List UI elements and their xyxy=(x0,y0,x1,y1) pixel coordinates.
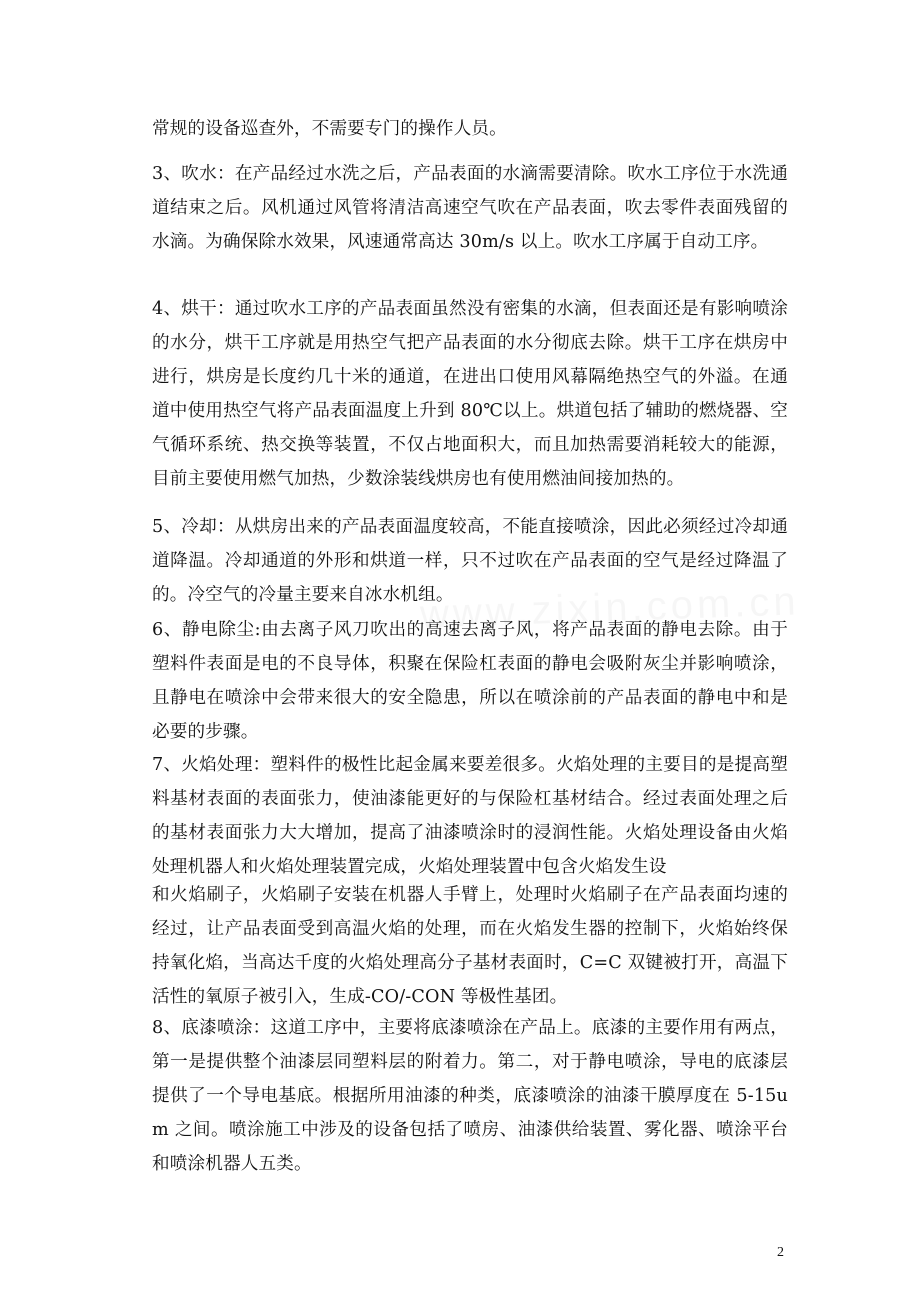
paragraph-step-7-flame-treatment: 7、火焰处理：塑料件的极性比起金属来要差很多。火焰处理的主要目的是提高塑料基材表面的表面张力，使油漆能更好的与保险杠基材结合。经过表面处理之后的基材表面张力大大增加，提高了油漆喷涂时的浸润性能。火焰处理设备由火焰处理机器人和火焰处理装置完成，火焰处理装置中包含火焰发生设 xyxy=(152,755,788,877)
paragraph-step-8-primer-spraying: 8、底漆喷涂：这道工序中，主要将底漆喷涂在产品上。底漆的主要作用有两点，第一是提供整个油漆层同塑料层的附着力。第二，对于静电喷涂，导电的底漆层提供了一个导电基底。根据所用油漆的种类，底漆喷涂的油漆干膜厚度在 5-15um 之间。喷涂施工中涉及的设备包括了喷房、油漆供给装置、雾化器、喷涂平台和喷涂机器人五类。 xyxy=(152,1018,788,1174)
paragraph-step-6-static-removal: 6、静电除尘:由去离子风刀吹出的高速去离子风，将产品表面的静电去除。由于塑料件表面是电的不良导体，积聚在保险杠表面的静电会吸附灰尘并影响喷涂，且静电在喷涂中会带来很大的安全隐患，所以在喷涂前的产品表面的静电中和是必要的步骤。 xyxy=(152,620,788,742)
paragraph-intro: 常规的设备巡查外，不需要专门的操作人员。 xyxy=(152,119,507,139)
paragraph-step-4-drying: 4、烘干：通过吹水工序的产品表面虽然没有密集的水滴，但表面还是有影响喷涂的水分，烘干工序就是用热空气把产品表面的水分彻底去除。烘干工序在烘房中进行，烘房是长度约几十米的通道，在进出口使用风幕隔绝热空气的外溢。在通道中使用热空气将产品表面温度上升到 80℃以上。烘道包括了辅助的燃烧器、空气循环系统、热交换等装置，不仅占地面积大，而且加热需要消耗较大的能源，目前主要使用燃气加热，少数涂装线烘房也有使用燃油间接加热的。 xyxy=(152,299,788,489)
paragraph-step-7-continued: 和火焰刷子，火焰刷子安装在机器人手臂上，处理时火焰刷子在产品表面均速的经过，让产品表面受到高温火焰的处理，而在火焰发生器的控制下，火焰始终保持氧化焰，当高达千度的火焰处理高分子基材表面时，C=C 双键被打开，高温下活性的氧原子被引入，生成-CO/-CON 等极性基团。 xyxy=(152,885,788,1007)
page-number: 2 xyxy=(777,1245,784,1260)
paragraph-step-5-cooling: 5、冷却：从烘房出来的产品表面温度较高，不能直接喷涂，因此必须经过冷却通道降温。冷却通道的外形和烘道一样，只不过吹在产品表面的空气是经过降温了的。冷空气的冷量主要来自冰水机组。 xyxy=(152,517,788,605)
paragraph-step-3-blow-water: 3、吹水：在产品经过水洗之后，产品表面的水滴需要清除。吹水工序位于水洗通道结束之后。风机通过风管将清洁高速空气吹在产品表面，吹去零件表面残留的水滴。为确保除水效果，风速通常高达 30m/s 以上。吹水工序属于自动工序。 xyxy=(152,164,788,252)
